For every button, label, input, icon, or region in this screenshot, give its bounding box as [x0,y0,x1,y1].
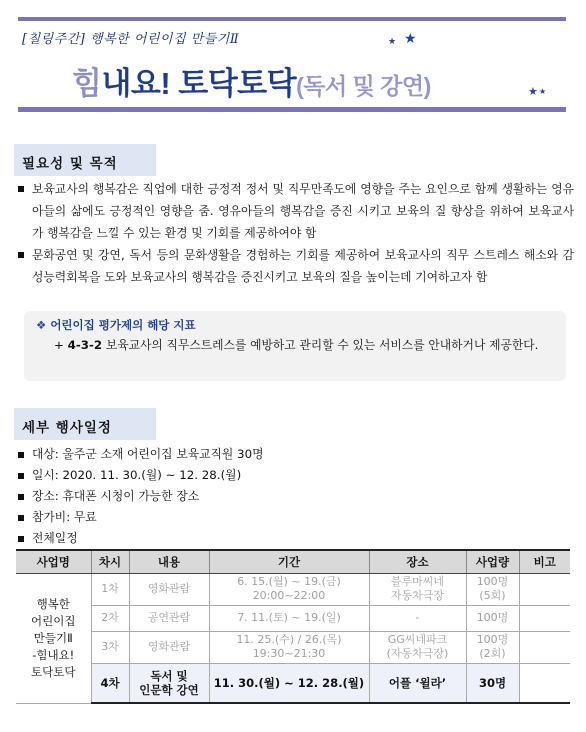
indicator-title-text: 어린이집 평가제의 해당 지표 [50,318,196,332]
banner-top-bar [18,17,566,21]
program-name-line: 행복한 [36,596,70,611]
amount-cell: 30명 [466,663,519,703]
period-line: 11. 25.(수) / 26.(목) [236,633,342,646]
place-cell [369,573,466,605]
detail-item: 참가비: 무료 [18,507,574,528]
session-cell: 4차 [91,663,129,703]
header-banner [0,0,586,120]
detail-item: 대상: 울주군 소재 어린이집 보육교직원 30명 [18,444,574,465]
period-line: 20:00~22:00 [252,589,326,602]
indicator-title [36,317,196,333]
table-header: 사업량 [466,550,519,573]
note-cell [519,631,570,663]
banner-title [72,58,431,103]
content-cell: 영화관람 [129,573,209,605]
indicator-code: 4-3-2 [67,338,103,352]
content-line: 인문학 강연 [139,682,199,697]
star-icon: ★ [404,31,417,47]
amount-line: 100명 [476,575,509,588]
table-header: 장소 [369,550,466,573]
star-icon: ★ [539,87,547,96]
content-cell [129,663,209,703]
need-bullet-list [18,178,574,288]
amount-line: (5회) [479,589,506,602]
amount-cell [466,631,519,663]
indicator-text: 보육교사의 직무스트레스를 예방하고 관리할 수 있는 서비스를 안내하거나 제공한다. [105,338,539,352]
program-name-cell [16,573,91,703]
session-cell: 2차 [91,605,129,631]
place-cell [369,631,466,663]
need-bullet: 보육교사의 행복감은 직업에 대한 긍정적 정서 및 직무만족도에 영향을 주는 요인으로 함께 생활하는 영유아들의 삶에도 긍정적인 영향을 줌. 영유아들의 행복감을 증진 시키고 보육의 질 향상을 위하여 보육교사가 행복감을 느낄 수 있는 환경 및 기회를 제공하여야 함 [18,178,574,244]
table-row [16,605,570,631]
title-highlight: 힘 [72,66,102,101]
table-header: 비고 [519,550,570,573]
place-cell: 어플 ‘윌라’ [369,663,466,703]
table-header: 사업명 [16,550,91,573]
content-cell: 공연관람 [129,605,209,631]
table-row [16,631,570,663]
detail-item: 전체일정 [18,528,574,549]
place-line: GG씨네파크 [387,633,448,646]
schedule-table [16,549,570,704]
amount-line: 100명 [476,633,509,646]
note-cell [519,663,570,703]
detail-item: 장소: 휴대폰 시청이 가능한 장소 [18,486,574,507]
program-name-line: 토닥토닥 [31,664,76,679]
amount-line: (2회) [479,647,506,660]
content-cell: 영화관람 [129,631,209,663]
program-name-line: -힘내요! [32,647,75,662]
detail-list [18,444,574,549]
amount-cell: 100명 [466,605,519,631]
place-cell: - [369,605,466,631]
table-header: 기간 [209,550,369,573]
session-cell: 3차 [91,631,129,663]
program-name-line: 만들기Ⅱ [33,630,73,645]
star-icon: ★ [528,85,538,98]
period-cell: 7. 11.(토) ~ 19.(일) [209,605,369,631]
title-sub: (독서 및 강연) [296,73,431,99]
period-cell [209,573,369,605]
content-line: 독서 및 [150,668,188,683]
diamond-icon: ❖ [36,318,47,332]
indicator-body: + 4-3-2 보육교사의 직무스트레스를 예방하고 관리할 수 있는 서비스를 안내하거나 제공한다. [54,338,539,352]
banner-bottom-bar [18,107,566,112]
table-row [16,663,570,703]
table-header-row [16,550,570,573]
session-cell: 1차 [91,573,129,605]
table-header: 내용 [129,550,209,573]
indicator-box [24,311,566,381]
table-header: 차시 [91,550,129,573]
place-line: 자동차극장 [390,589,445,602]
amount-cell [466,573,519,605]
star-icon: ★ [388,37,397,47]
place-line: (자동차극장) [386,647,449,660]
section-heading-detail: 세부 행사일정 [14,408,156,440]
table-row [16,573,570,605]
need-bullet: 문화공연 및 강연, 독서 등의 문화생활을 경험하는 기회를 제공하여 보육교사의 직무 스트레스 해소와 감성능력회복을 도와 보육교사의 행복감을 증진시키고 보육의 질을 높이는데 기여하고자 함 [18,244,574,288]
banner-subtitle: [칠링주간] 행복한 어린이집 만들기Ⅱ [22,32,240,47]
period-cell [209,631,369,663]
place-line: 블루마씨네 [390,575,445,588]
detail-item: 일시: 2020. 11. 30.(월) ~ 12. 28.(월) [18,465,574,486]
title-main: 내요! 토닥토닥 [101,66,297,101]
section-heading-need: 필요성 및 목적 [14,144,156,176]
period-line: 6. 15.(월) ~ 19.(금) [237,575,341,588]
program-name-line: 어린이집 [31,613,76,628]
note-cell [519,573,570,605]
period-cell: 11. 30.(월) ~ 12. 28.(월) [209,663,369,703]
note-cell [519,605,570,631]
period-line: 19:30~21:30 [252,647,326,660]
